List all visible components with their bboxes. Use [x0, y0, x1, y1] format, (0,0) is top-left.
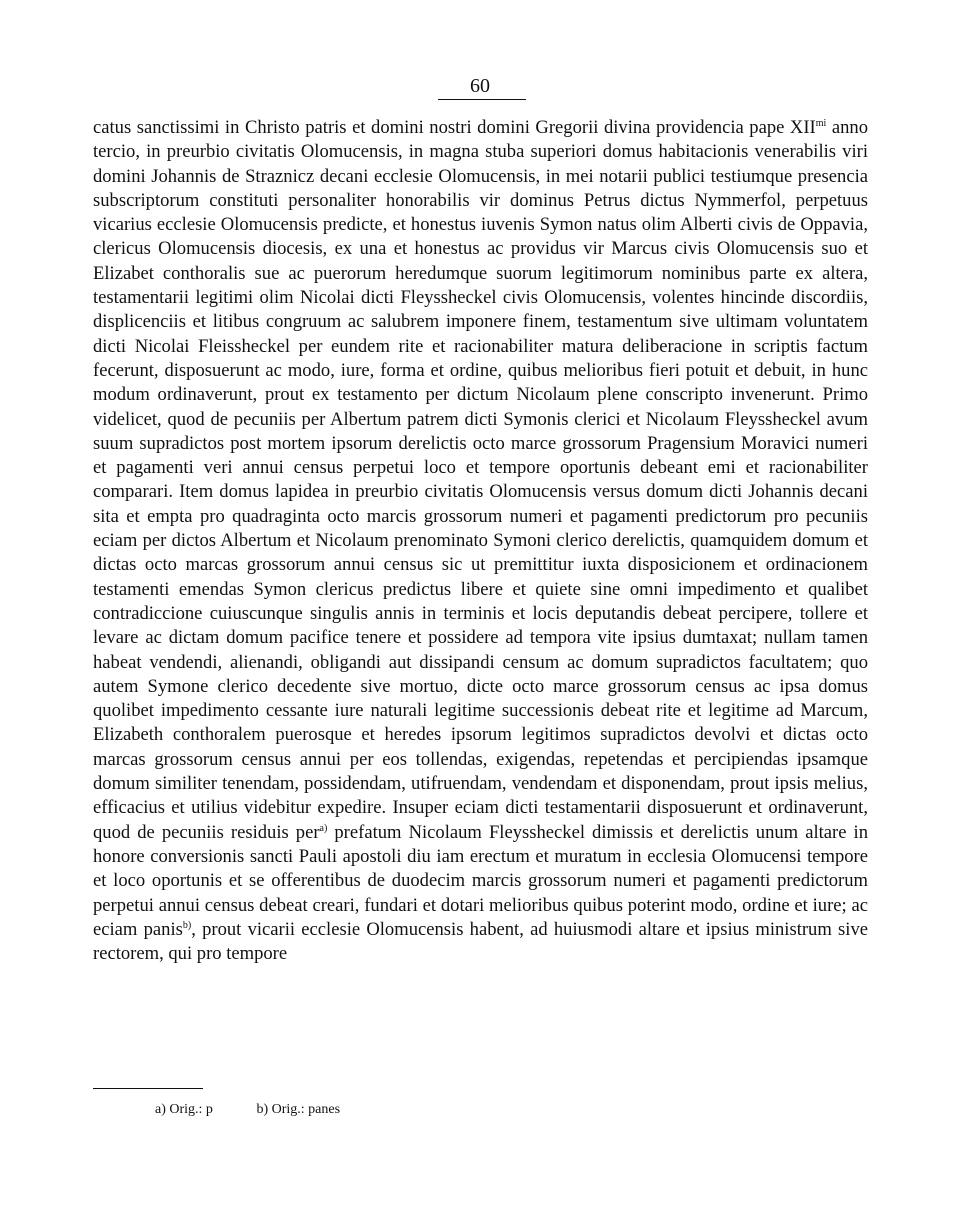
- footnote-ref-a: a): [319, 822, 328, 834]
- footnote-b: b) Orig.: panes: [256, 1102, 341, 1117]
- footnotes: [155, 1101, 380, 1119]
- footnote-rule: [93, 1088, 203, 1089]
- text-segment-2: anno tercio, in preurbio civitatis Olomucensis, in magna stuba superiori domus habitacionis venerabilis viri domini Johannis de Straznicz decani ecclesie Olomucensis, in mei notarii publici testiumque presencia subscriptorum constituti personaliter honorabilis vir dominus Petrus dictus Nymmerfol, perpetuus vicarius ecclesie Olomucensis predicte, et honestus iuvenis Symon natus olim Alberti civis de Oppavia, clericus Olomucensis diocesis, ex una et honestus ac providus vir Marcus civis Olomucensis suo et Elizabet conthoralis sue ac puerorum heredumque suorum legitimorum nominibus parte ex altera, testamentarii legitimi olim Nicolai dicti Fleyssheckel civis Olomucensis, volentes hincinde discordiis, displicenciis et litibus congruum ac salubrem imponere finem, testamentum sive ultimam voluntatem dicti Nicolai Fleissheckel per eundem rite et racionabiliter matura deliberacione in scriptis factum fecerunt, disposuerunt ac modo, iure, forma et ordine, quibus melioribus fieri potuit et debuit, in hunc modum ordinaverunt, prout ex testamento per dictum Nicolaum plene conscripto invenerunt. Primo videlicet, quod de pecuniis per Albertum patrem dicti Symonis clerici et Nicolaum Fleyssheckel avum suum supradictos post mortem ipsorum derelictis octo marce grossorum Pragensium Moravici numeri et pagamenti veri annui census perpetui loco et tempore oportunis debeant emi et racionabiliter comparari. Item domus lapidea in preurbio civitatis Olomucensis versus domum dicti Johannis decani sita et empta pro quadraginta octo marcis grossorum numeri et pagamenti predictorum pro pecuniis eciam per dictos Albertum et Nicolaum prenominato Symoni clerico derelictis, quamquidem domum et dictas octo marcas grossorum annui census sic ut premittitur iuxta disposicionem et ordinacionem testamenti emendas Symon clericus predictus libere et quiete sine omni impedimento et qualibet contradiccione cuiuscunque singulis annis in terminis et locis deputandis debeat percipere, tollere et levare ac dictam domum pacifice tenere et possidere ad tempora vite ipsius dumtaxat; nullam tamen habeat vendendi, alienandi, obligandi aut dissipandi censum ac domum supradictos facultatem; quo autem Symone clerico decedente sive mortuo, dicte octo marce grossorum census ac ipsa domus quolibet impedimento cessante iure naturali legitime successionis debeat rite et legitime ad Marcum, Elizabeth conthoralem puerosque et heredes ipsorum legitimos supradictos devolvi et dictas octo marcas grossorum census annui per eos tollendas, exigendas, repetendas et percipiendas ipsamque domum similiter tenendam, possidendam, utifruendam, vendendam et disponendam, prout ipsis melius, efficacius et utilius videbitur expedire. Insuper eciam dicti testamentarii disposuerunt et ordinaverunt, quod de pecuniis residuis per: [93, 117, 868, 843]
- text-segment-3: prefatum Nicolaum Fleyssheckel dimissis et derelictis unum altare in honore conversionis sancti Pauli apostoli diu iam erectum et muratum in ecclesia Olomucensi tempore et loco oportunis et se offerentibus de duodecim marcis grossorum numeri et pagamenti predictorum perpetui annui census debeat creari, fundari et dotari melioribus quibus poterint modo, ordine et iure; ac eciam panis: [93, 821, 868, 940]
- text-segment-1: catus sanctissimi in Christo patris et domini nostri domini Gregorii divina providencia pape XII: [93, 117, 816, 138]
- body-text: [93, 116, 868, 966]
- page-number: 60: [470, 75, 490, 97]
- footnote-ref-b: b): [182, 919, 192, 931]
- page-number-rule: [438, 99, 526, 100]
- footnote-a: a) Orig.: p: [155, 1102, 213, 1117]
- text-segment-4: , prout vicarii ecclesie Olomucensis habent, ad huiusmodi altare et ipsius ministrum sive rectorem, qui pro tempore: [93, 918, 868, 965]
- superscript-mi: mi: [815, 118, 827, 129]
